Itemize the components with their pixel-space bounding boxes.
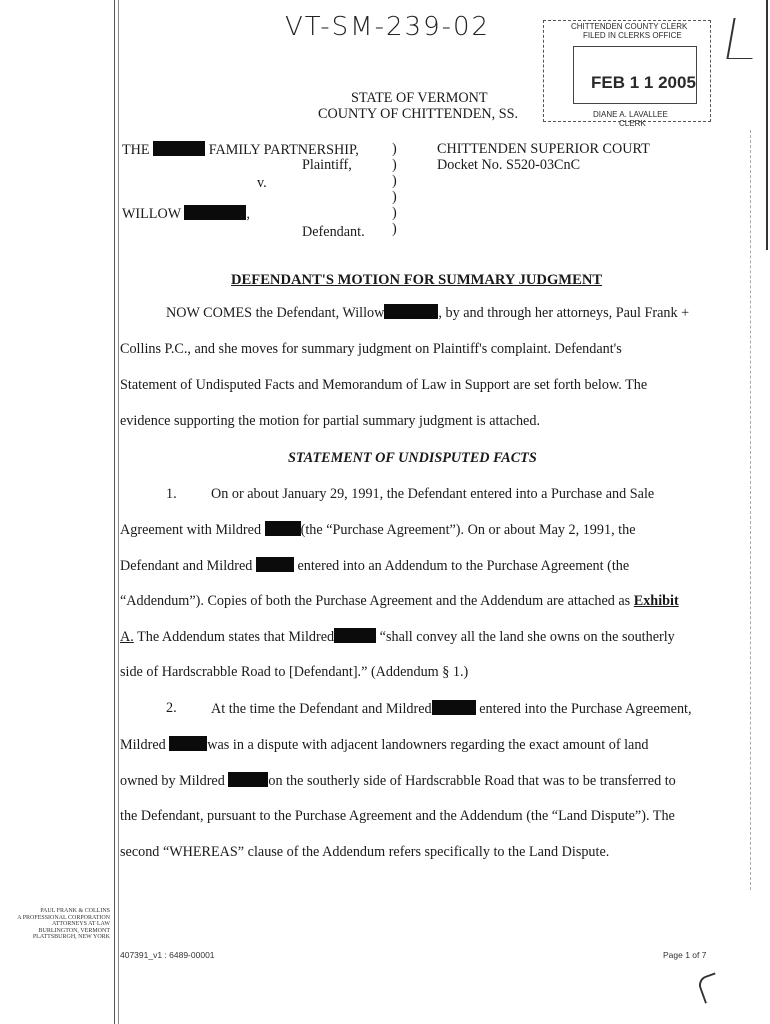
fact-1-line-6: side of Hardscrabble Road to [Defendant].” (Addendum § 1.) [120, 664, 469, 680]
stamp-line1: CHITTENDEN COUNTY CLERK [571, 22, 688, 31]
intro-text: NOW COMES the Defendant, Willow [166, 305, 385, 321]
fact-text: owned by Mildred [120, 773, 225, 789]
caption-paren: ) [392, 189, 397, 205]
fact-2-line-1 [211, 700, 692, 718]
fact-2-number: 2. [166, 700, 177, 716]
versus-text: v. [257, 175, 267, 191]
page-number: Page 1 of 7 [663, 950, 707, 960]
docket-number: Docket No. S520-03CnC [437, 157, 581, 173]
redaction-box [265, 521, 301, 536]
stamp-title: CLERK [619, 119, 646, 128]
fact-2-line-3 [120, 772, 676, 790]
stamp-line2: FILED IN CLERKS OFFICE [583, 31, 682, 40]
redaction-box [256, 557, 294, 572]
fact-text: At the time the Defendant and Mildred [211, 701, 432, 717]
fact-text: on the southerly side of Hardscrabble Road that was to be transferred to [268, 773, 676, 789]
redaction-box [432, 700, 476, 715]
fact-1-line-2 [120, 521, 636, 539]
state-heading: STATE OF VERMONT [351, 90, 488, 106]
fact-1-line-1: On or about January 29, 1991, the Defendant entered into a Purchase and Sale [211, 486, 655, 502]
firm-line: BURLINGTON, VERMONT [38, 927, 110, 934]
exhibit-link: Exhibit [633, 593, 679, 609]
document-id: 407391_v1 : 6489-00001 [120, 950, 215, 960]
right-edge-line [766, 0, 768, 250]
defendant-suffix: , [246, 206, 250, 222]
plaintiff-prefix: THE [122, 142, 150, 158]
fact-1-line-3 [120, 557, 629, 575]
margin-handwriting [726, 18, 759, 59]
fact-text: “Addendum”). Copies of both the Purchase Agreement and the Addendum are attached as [120, 593, 631, 609]
plaintiff-suffix: FAMILY PARTNERSHIP, [208, 142, 359, 158]
fact-2-line-2 [120, 736, 649, 754]
fact-text: entered into the Purchase Agreement, [479, 701, 692, 717]
section-heading: STATEMENT OF UNDISPUTED FACTS [288, 450, 537, 466]
redaction-box [184, 205, 246, 220]
intro-line-2: Collins P.C., and she moves for summary judgment on Plaintiff's complaint. Defendant's [120, 341, 622, 357]
left-margin-line-2 [118, 0, 119, 1024]
fact-1-number: 1. [166, 486, 177, 502]
fact-2-line-4: the Defendant, pursuant to the Purchase Agreement and the Addendum (the “Land Dispute”). The [120, 808, 675, 824]
redaction-box [228, 772, 268, 787]
redaction-box [334, 628, 376, 643]
intro-line-1 [166, 304, 689, 322]
firm-line: A PROFESSIONAL CORPORATION [17, 914, 110, 921]
filing-stamp [543, 18, 713, 136]
defendant-role: Defendant. [302, 224, 365, 240]
fact-1-line-5 [120, 628, 675, 646]
intro-text: , by and through her attorneys, Paul Frank + [438, 305, 690, 321]
fact-text: “shall convey all the land she owns on the southerly [379, 629, 675, 645]
stamp-date: FEB 1 1 2005 [591, 73, 696, 92]
fact-text: The Addendum states that Mildred [133, 629, 335, 645]
fact-text: Defendant and Mildred [120, 558, 253, 574]
law-firm-block [2, 908, 110, 941]
exhibit-letter: A. [120, 629, 134, 645]
redaction-box [384, 304, 438, 319]
defendant-line [122, 205, 250, 223]
fact-text: (the “Purchase Agreement”). On or about May 2, 1991, the [300, 522, 636, 538]
fact-text: Mildred [120, 737, 166, 753]
firm-name: PAUL FRANK & COLLINS [40, 908, 110, 914]
caption-paren: ) [392, 205, 397, 221]
court-name: CHITTENDEN SUPERIOR COURT [437, 141, 650, 157]
redaction-box [169, 736, 207, 751]
defendant-prefix: WILLOW [122, 206, 181, 222]
fact-text: was in a dispute with adjacent landowners regarding the exact amount of land [207, 737, 649, 753]
caption-paren: ) [392, 221, 397, 237]
fact-text: entered into an Addendum to the Purchase Agreement (the [297, 558, 630, 574]
handwritten-case-id: VT-SM-239-02 [285, 12, 491, 42]
intro-line-4: evidence supporting the motion for partial summary judgment is attached. [120, 413, 540, 429]
document-title: DEFENDANT'S MOTION FOR SUMMARY JUDGMENT [231, 272, 603, 288]
fact-2-line-5: second “WHEREAS” clause of the Addendum refers specifically to the Land Dispute. [120, 844, 610, 860]
left-margin-line [114, 0, 115, 1024]
fact-1-line-4 [120, 593, 679, 610]
plaintiff-role: Plaintiff, [302, 157, 352, 173]
fact-text: Agreement with Mildred [120, 522, 262, 538]
caption-paren: ) [392, 173, 397, 189]
initials-mark [696, 972, 724, 1003]
caption-paren: ) [392, 141, 397, 157]
right-edge-dashes [750, 130, 752, 890]
county-heading: COUNTY OF CHITTENDEN, SS. [318, 106, 519, 122]
stamp-name: DIANE A. LAVALLEE [593, 110, 668, 119]
caption-paren: ) [392, 157, 397, 173]
intro-line-3: Statement of Undisputed Facts and Memorandum of Law in Support are set forth below. The [120, 377, 648, 393]
firm-line: ATTORNEYS AT LAW [52, 921, 110, 928]
redaction-box [153, 141, 205, 156]
firm-line: PLATTSBURGH, NEW YORK [32, 934, 110, 941]
